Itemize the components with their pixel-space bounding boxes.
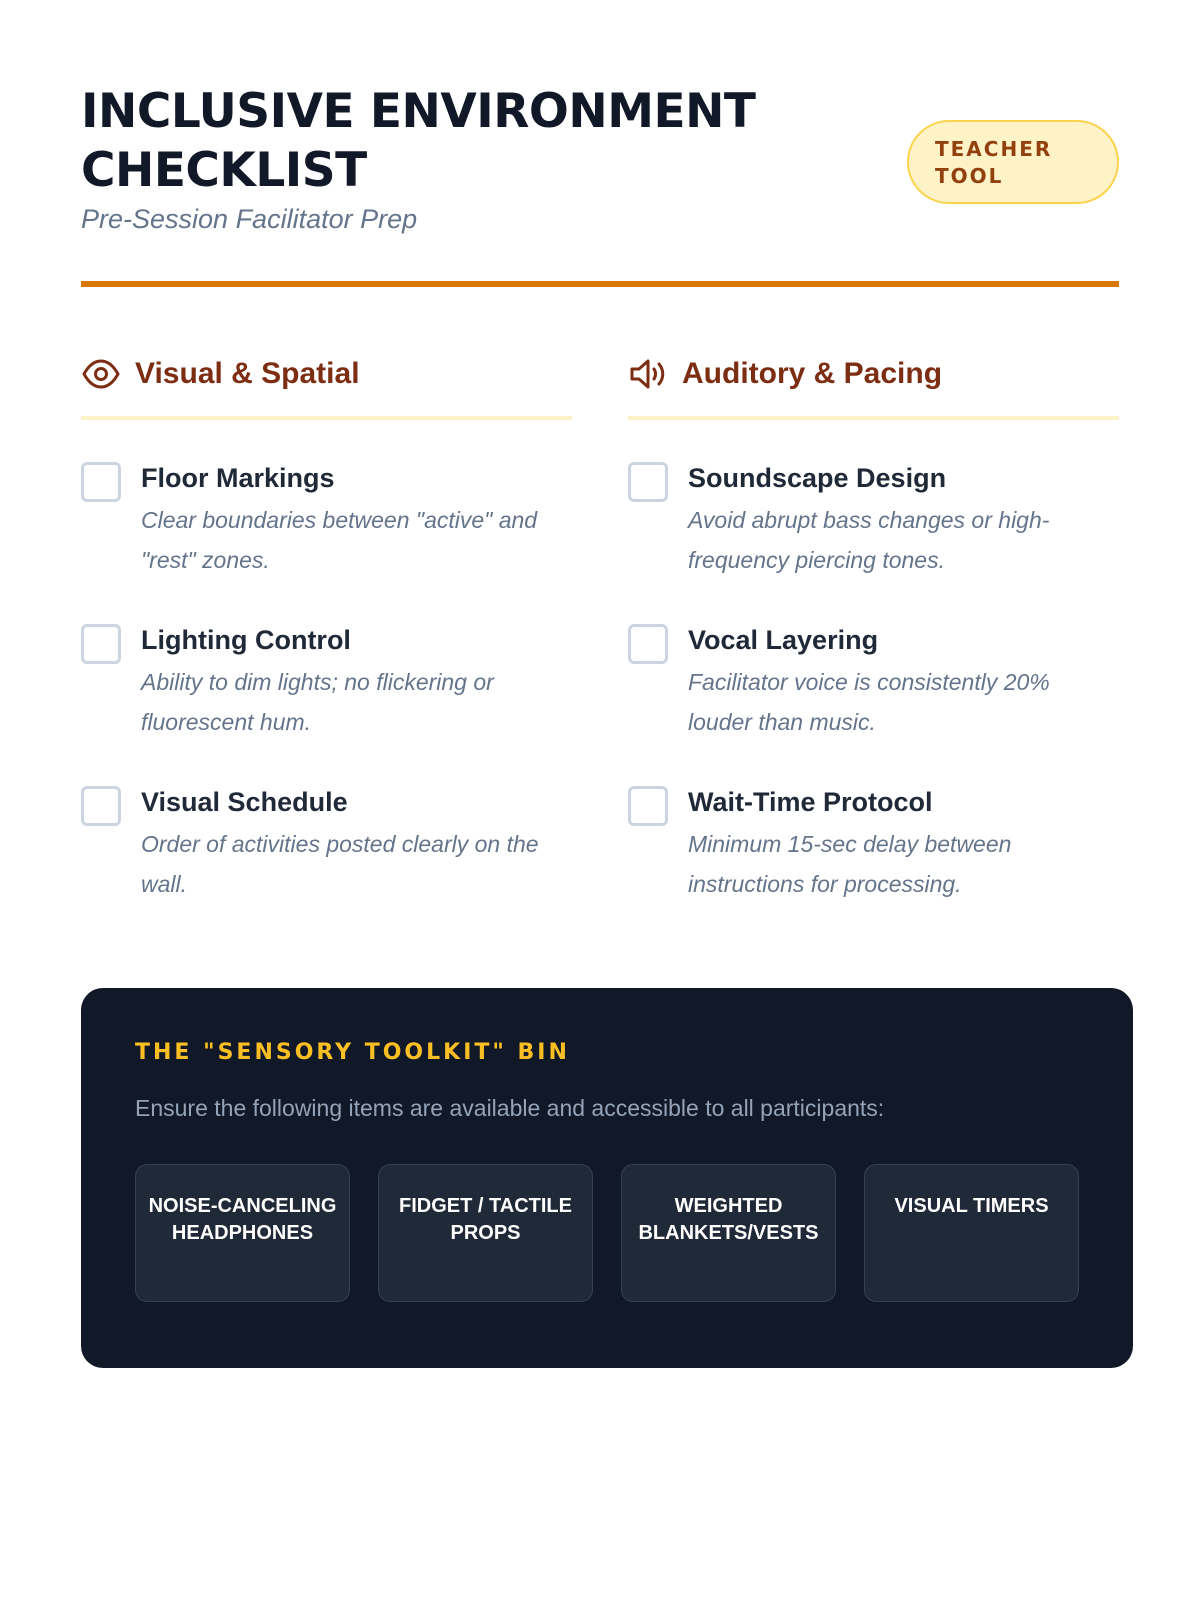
toolkit-description: Ensure the following items are available and accessible to all participants: [135,1095,885,1121]
section-header [81,346,572,420]
item-description: Facilitator voice is consistently 20% louder than music. [688,669,1050,735]
toolkit-items [135,1164,1079,1302]
checkbox[interactable] [628,786,668,826]
checklist-columns [81,346,1119,944]
section-title: Auditory & Pacing [682,357,943,390]
item-title: Wait-Time Protocol [688,787,933,817]
item-description: Minimum 15-sec delay between instructions for processing. [688,831,1012,897]
item-description: Order of activities posted clearly on the wall. [141,831,539,897]
checkbox[interactable] [81,786,121,826]
checklist-items [81,458,572,944]
item-body [688,782,1108,904]
item-body [141,620,561,742]
section-auditory-pacing [628,346,1119,944]
toolkit-item: NOISE-CANCELING HEADPHONES [135,1164,350,1302]
page-title: INCLUSIVE ENVIRONMENT CHECKLIST [81,84,756,198]
checklist-item-vocal-layering[interactable] [628,620,1119,782]
header [81,0,1119,286]
checklist-item-wait-time-protocol[interactable] [628,782,1119,944]
item-description: Clear boundaries between "active" and "rest" zones. [141,507,538,573]
section-title: Visual & Spatial [135,357,360,390]
checkbox[interactable] [81,624,121,664]
page-subtitle: Pre-Session Facilitator Prep [81,204,418,234]
eye-icon [81,354,121,394]
checklist-item-visual-schedule[interactable] [81,782,572,944]
toolkit-item: FIDGET / TACTILE PROPS [378,1164,593,1302]
header-divider [81,281,1119,287]
checklist-items [628,458,1119,944]
section-visual-spatial [81,346,572,944]
item-title: Lighting Control [141,625,351,655]
item-title: Vocal Layering [688,625,879,655]
teacher-tool-badge: TEACHER TOOL [907,120,1119,204]
item-body [141,458,561,580]
item-title: Visual Schedule [141,787,348,817]
sensory-toolkit-panel [81,988,1133,1368]
item-body [141,782,561,904]
item-body [688,620,1108,742]
toolkit-item: VISUAL TIMERS [864,1164,1079,1302]
checkbox[interactable] [628,462,668,502]
checkbox[interactable] [81,462,121,502]
checklist-item-lighting-control[interactable] [81,620,572,782]
checkbox[interactable] [628,624,668,664]
toolkit-title: THE "SENSORY TOOLKIT" BIN [135,1040,570,1065]
checklist-item-floor-markings[interactable] [81,458,572,620]
item-description: Ability to dim lights; no flickering or fluorescent hum. [141,669,494,735]
checklist-item-soundscape-design[interactable] [628,458,1119,620]
item-body [688,458,1108,580]
item-description: Avoid abrupt bass changes or high-frequency piercing tones. [688,507,1050,573]
item-title: Floor Markings [141,463,335,493]
toolkit-item: WEIGHTED BLANKETS/VESTS [621,1164,836,1302]
item-title: Soundscape Design [688,463,947,493]
section-header [628,346,1119,420]
speaker-icon [628,354,668,394]
